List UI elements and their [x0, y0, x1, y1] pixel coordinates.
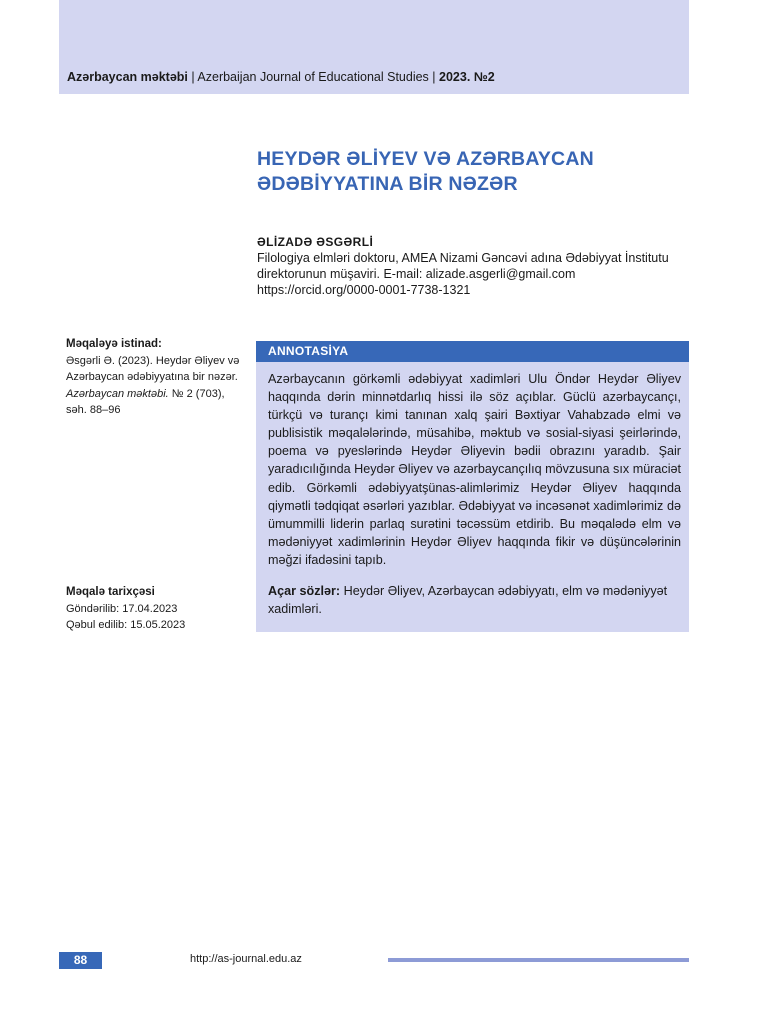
keywords: [268, 582, 681, 618]
history-block: [66, 584, 246, 634]
article-title-line2: ƏDƏBİYYATINA BİR NƏZƏR: [257, 173, 518, 195]
citation-issue: № 2 (703),: [168, 387, 225, 400]
author-block: [257, 234, 687, 298]
header-band: [59, 0, 689, 94]
article-title-line1: HEYDƏR ƏLİYEV VƏ AZƏRBAYCAN: [257, 148, 594, 170]
history-heading: Məqalə tarixçəsi: [66, 586, 155, 598]
journal-header: [67, 70, 495, 84]
journal-issue: 2023. №2: [439, 70, 495, 84]
annotation-text: Azərbaycanın görkəmli ədəbiyyat xadimləri Ulu Öndər Heydər Əliyev haqqında dərin minnətdarlıq hissi ilə söz açıblar. Güclü azərbaycançı, türkçü və turançı kimi tanınan xalq şairi Bəxtiyar Vahabzadə elmi və publisistik məqalələrində, müsahibə, məktub və sosial-siyasi şeirlərində, poema və pyeslərində Heydər Əliyevin bədii obrazını yaradıb. Şair yaradıcılığında Heydər Əliyev və azərbaycançılıq mövzusuna sıx müraciət edib. Görkəmli ədəbiyyatşünas-alimlərimiz Heydər Əliyev haqqında qiymətli tədqiqat əsərləri yazıblar. Ədəbiyyat və incəsənət xadimlərimiz də ümummilli liderin parlaq surətini təcəssüm etdirib. Bu məqalədə elm və mədəniyyət xadimlərinin Heydər Əliyev haqqında fikir və düşüncələrinin məğzi ifadəsini tapıb.: [268, 372, 681, 567]
header-separator: |: [187, 70, 198, 84]
author-email: direktorunun müşaviri. E-mail: alizade.asgerli@gmail.com: [257, 267, 576, 281]
footer-url-link[interactable]: http://as-journal.edu.az: [190, 953, 302, 965]
citation-line: Azərbaycan ədəbiyyatına bir nəzər.: [66, 371, 238, 383]
article-title: [257, 147, 687, 197]
page-number: 88: [59, 952, 102, 969]
citation-block: [66, 336, 246, 419]
annotation-box: [256, 341, 689, 632]
citation-heading: Məqaləyə istinad:: [66, 338, 162, 350]
author-affiliation: Filologiya elmləri doktoru, AMEA Nizami Gəncəvi adına Ədəbiyyat İnstitutu: [257, 251, 669, 265]
journal-name-az: Azərbaycan məktəbi: [67, 70, 188, 84]
history-submitted: Göndərilib: 17.04.2023: [66, 602, 178, 615]
author-orcid-link[interactable]: https://orcid.org/0000-0001-7738-1321: [257, 283, 471, 297]
header-separator: |: [428, 70, 440, 84]
author-name: ƏLİZADƏ ƏSGƏRLİ: [257, 235, 374, 249]
footer-divider: [388, 958, 689, 962]
keywords-label: Açar sözlər:: [268, 584, 341, 599]
journal-name-en: Azerbaijan Journal of Educational Studies: [197, 70, 429, 84]
citation-line: Əsgərli Ə. (2023). Heydər Əliyev və: [66, 354, 240, 367]
citation-journal: Azərbaycan məktəbi.: [66, 387, 169, 400]
keywords-list: Heydər Əliyev, Azərbaycan ədəbiyyatı, elm və mədəniyyət xadimləri.: [268, 584, 668, 617]
citation-journal-line: [66, 386, 246, 403]
annotation-heading: ANNOTASİYA: [256, 341, 689, 362]
history-accepted: Qəbul edilib: 15.05.2023: [66, 619, 186, 631]
citation-pages: səh. 88–96: [66, 404, 121, 416]
